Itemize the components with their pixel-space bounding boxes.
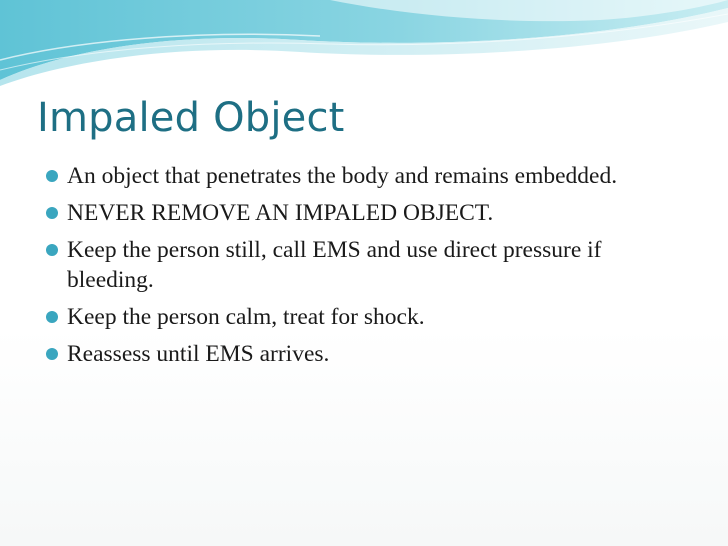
bullet-item xyxy=(45,302,685,332)
bullet-text: Reassess until EMS arrives. xyxy=(67,341,330,367)
bullet-dot-icon xyxy=(46,311,58,323)
slide-title: Impaled Object xyxy=(37,95,345,141)
bullet-item xyxy=(45,235,685,295)
bullet-text: NEVER REMOVE AN IMPALED OBJECT. xyxy=(67,200,494,226)
bullet-item xyxy=(45,198,685,228)
header-wave-decoration xyxy=(0,0,728,90)
bullet-list xyxy=(45,161,685,376)
bullet-text: An object that penetrates the body and remains embedded. xyxy=(67,163,618,189)
bullet-text: Keep the person calm, treat for shock. xyxy=(67,304,425,330)
bullet-item xyxy=(45,339,685,369)
bullet-dot-icon xyxy=(46,348,58,360)
bullet-item xyxy=(45,161,685,191)
bullet-text: Keep the person still, call EMS and use direct pressure if bleeding. xyxy=(67,237,602,293)
bullet-dot-icon xyxy=(46,207,58,219)
bullet-dot-icon xyxy=(46,170,58,182)
bullet-dot-icon xyxy=(46,244,58,256)
